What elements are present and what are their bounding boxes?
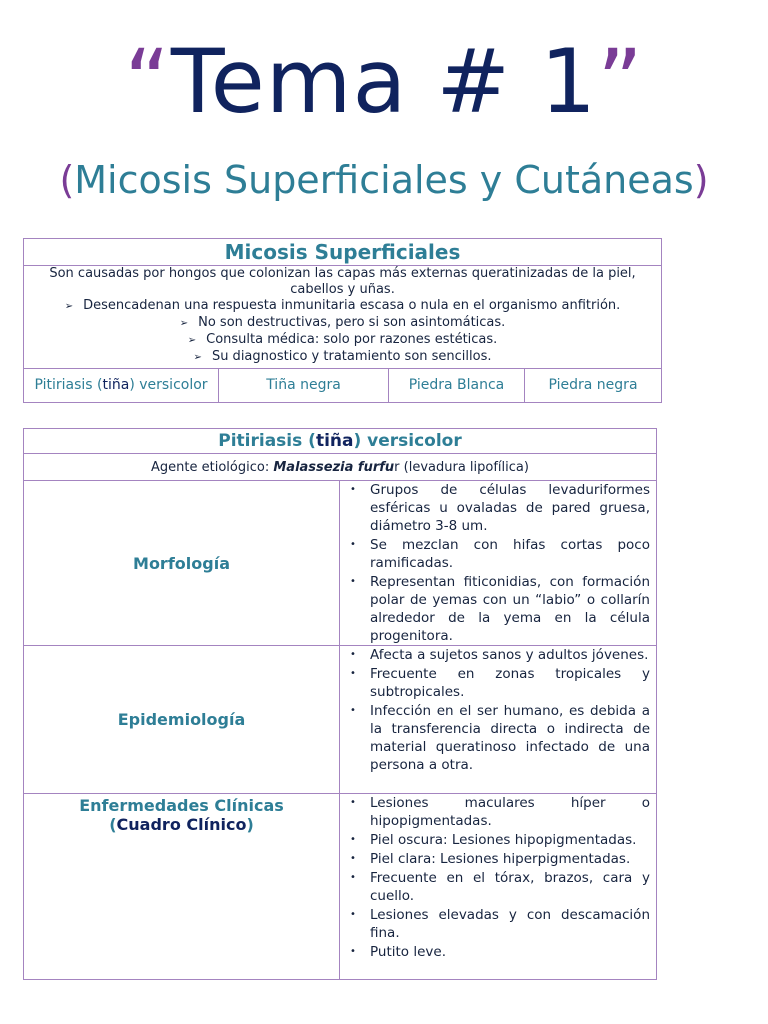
section-label-morfologia: Morfología xyxy=(24,481,340,646)
list-item: • Frecuente en zonas tropicales y subtropicales. xyxy=(350,666,650,700)
subtitle-text: Micosis Superficiales y Cutáneas xyxy=(74,158,694,202)
section-items-morfologia xyxy=(340,481,657,646)
bullet-icon: • xyxy=(350,539,356,550)
type-pitiriasis-versicolor: Pitiriasis (tiña) versicolor xyxy=(24,369,219,403)
bullet-icon: • xyxy=(350,909,356,920)
type-tina-negra: Tiña negra xyxy=(219,369,389,403)
bullet-icon: • xyxy=(350,853,356,864)
open-paren: ( xyxy=(59,158,75,202)
intro-text: Son causadas por hongos que colonizan las capas más externas queratinizadas de la piel, cabellos y uñas. xyxy=(49,266,636,297)
arrow-bullet-icon: ➢ xyxy=(64,301,74,312)
title-text: Tema # 1 xyxy=(170,30,598,133)
description-cell xyxy=(24,266,662,369)
list-item: ➢ No son destructivas, pero si son asintomáticas. xyxy=(179,315,506,330)
list-item: • Lesiones elevadas y con descamación fina. xyxy=(350,907,650,941)
list-item: ➢ Su diagnostico y tratamiento son sencillos. xyxy=(193,349,492,364)
section-label-clinica: Enfermedades Clínicas (Cuadro Clínico) xyxy=(24,794,340,980)
section-items-clinica xyxy=(340,794,657,980)
list-item: • Lesiones maculares híper o hipopigmentadas. xyxy=(350,795,650,829)
bullet-icon: • xyxy=(350,668,356,679)
bullet-icon: • xyxy=(350,872,356,883)
arrow-bullet-icon: ➢ xyxy=(187,335,197,346)
list-item: ➢ Consulta médica: solo por razones estéticas. xyxy=(187,332,498,347)
list-item: • Putito leve. xyxy=(350,944,446,960)
list-item: • Piel oscura: Lesiones hipopigmentadas. xyxy=(350,832,637,848)
bullet-icon: • xyxy=(350,834,356,845)
table-heading: Pitiriasis (tiña) versicolor xyxy=(24,429,657,454)
close-quote: ” xyxy=(597,30,644,133)
bullet-icon: • xyxy=(350,705,356,716)
bullet-icon: • xyxy=(350,649,356,660)
superficial-mycoses-table xyxy=(23,238,662,403)
list-item: • Se mezclan con hifas cortas poco ramificadas. xyxy=(350,537,650,571)
section-items-epidemiologia xyxy=(340,646,657,794)
page-title xyxy=(0,28,768,136)
list-item: • Afecta a sujetos sanos y adultos jóvenes. xyxy=(350,647,649,663)
list-item: • Infección en el ser humano, es debida a la transferencia directa o indirecta de material queratinoso infectado de una persona a otra. xyxy=(350,703,650,773)
arrow-bullet-icon: ➢ xyxy=(193,352,202,363)
list-item: • Frecuente en el tórax, brazos, cara y cuello. xyxy=(350,870,650,904)
page-subtitle xyxy=(0,156,768,204)
pitiriasis-versicolor-table xyxy=(23,428,657,980)
table-heading: Micosis Superficiales xyxy=(24,239,662,266)
etiological-agent: Agente etiológico: Malassezia furfur (levadura lipofílica) xyxy=(24,454,657,481)
arrow-bullet-icon: ➢ xyxy=(179,318,189,329)
open-quote: “ xyxy=(124,30,171,133)
list-item: ➢ Desencadenan una respuesta inmunitaria escasa o nula en el organismo anfitrión. xyxy=(64,298,621,313)
bullet-icon: • xyxy=(350,576,356,587)
list-item: • Grupos de células levaduriformes esféricas u ovaladas de pared gruesa, diámetro 3-8 um. xyxy=(350,482,650,534)
type-piedra-blanca: Piedra Blanca xyxy=(389,369,525,403)
list-item: • Piel clara: Lesiones hiperpigmentadas. xyxy=(350,851,631,867)
close-paren: ) xyxy=(693,158,709,202)
type-piedra-negra: Piedra negra xyxy=(525,369,662,403)
bullet-icon: • xyxy=(350,484,356,495)
section-label-epidemiologia: Epidemiología xyxy=(24,646,340,794)
list-item: • Representan fiticonidias, con formación polar de yemas con un “labio” o collarín alrededor de la yema en la célula progenitora. xyxy=(350,574,650,644)
bullet-icon: • xyxy=(350,946,356,957)
bullet-icon: • xyxy=(350,797,356,808)
